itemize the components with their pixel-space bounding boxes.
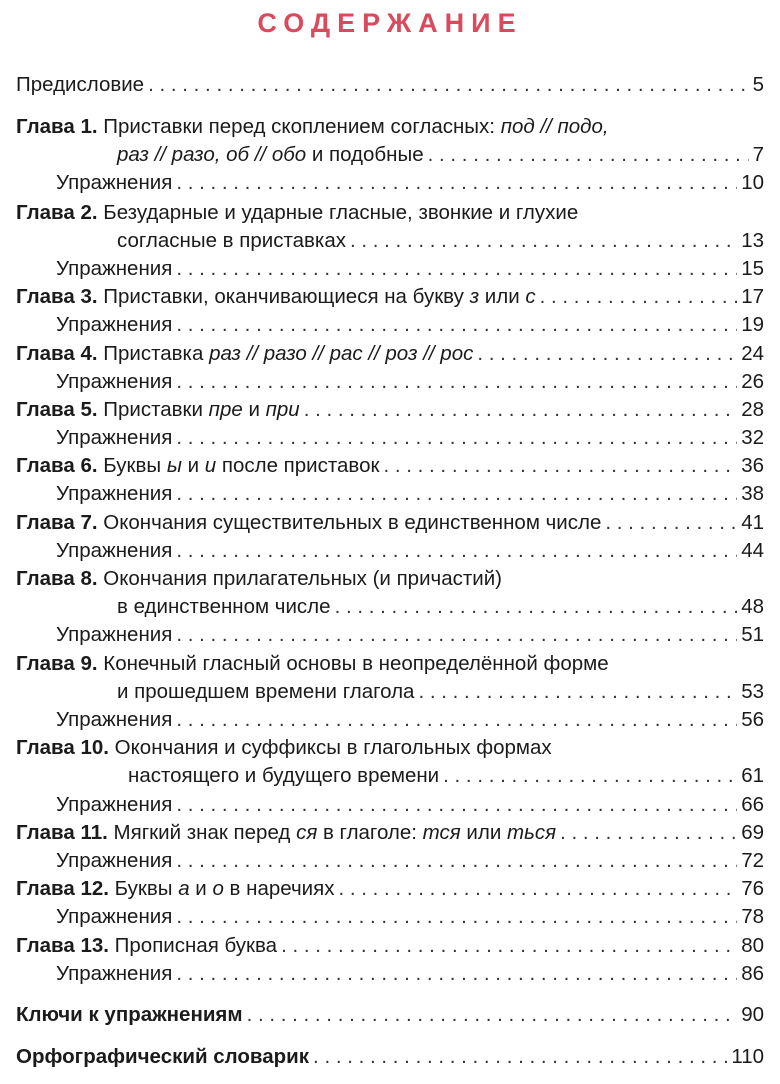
entry-label: Упражнения [56, 482, 173, 505]
toc-entry-chapter-7[interactable] [16, 509, 764, 537]
toc-entry-chapter-9[interactable] [16, 650, 609, 678]
page-number: 69 [741, 821, 764, 844]
page-number: 28 [741, 398, 764, 421]
toc-entry-exercises-6[interactable] [56, 480, 764, 508]
page-number: 36 [741, 454, 764, 477]
chapter-title-italic: а [178, 877, 190, 900]
page-number: 66 [741, 793, 764, 816]
chapter-number: Глава 3. [16, 285, 98, 308]
page-number: 48 [741, 595, 764, 618]
dot-leader [176, 480, 737, 508]
chapter-title: Приставка [103, 342, 210, 365]
chapter-title-italic: и [204, 454, 217, 477]
entry-label: Ключи к упражнениям [16, 1003, 243, 1026]
toc-entry-chapter-9-cont[interactable] [117, 678, 764, 706]
dot-leader [176, 537, 737, 565]
toc-entry-chapter-8[interactable] [16, 565, 502, 593]
entry-label: Упражнения [56, 171, 173, 194]
chapter-title: Мягкий знак перед [113, 821, 297, 844]
toc-entry-keys[interactable] [16, 1001, 764, 1029]
chapter-title: Приставки [103, 398, 209, 421]
entry-label: Орфографический словарик [16, 1045, 310, 1068]
page-number: 53 [741, 680, 764, 703]
page-number: 90 [741, 1003, 764, 1026]
page-number: 13 [741, 229, 764, 252]
page-number: 10 [741, 171, 764, 194]
chapter-number: Глава 8. [16, 567, 98, 590]
page-number: 19 [741, 313, 764, 336]
chapter-title: и [189, 877, 213, 900]
page-number: 86 [741, 962, 764, 985]
chapter-title-italic: ы [166, 454, 182, 477]
toc-entry-chapter-6[interactable] [16, 452, 764, 480]
toc-entry-exercises-3[interactable] [56, 311, 764, 339]
chapter-number: Глава 13. [16, 934, 109, 957]
chapter-title-italic: пре [208, 398, 243, 421]
toc-entry-chapter-1-cont[interactable] [117, 141, 764, 169]
entry-label: Упражнения [56, 257, 173, 280]
dot-leader [304, 396, 737, 424]
toc-entry-exercises-7[interactable] [56, 537, 764, 565]
chapter-title: в единственном числе [117, 595, 331, 618]
toc-entry-chapter-2-cont[interactable] [117, 227, 764, 255]
page-number: 78 [741, 905, 764, 928]
entry-label: Упражнения [56, 539, 173, 562]
page-number: 15 [741, 257, 764, 280]
chapter-number: Глава 10. [16, 736, 109, 759]
dot-leader [176, 368, 737, 396]
toc-entry-chapter-13[interactable] [16, 932, 764, 960]
toc-entry-chapter-2[interactable] [16, 199, 578, 227]
page-number: 76 [741, 877, 764, 900]
page-number: 38 [741, 482, 764, 505]
toc-entry-dictionary[interactable] [16, 1043, 764, 1071]
chapter-title: Окончания и суффиксы в глагольных формах [114, 736, 552, 759]
toc-entry-exercises-9[interactable] [56, 706, 764, 734]
chapter-number: Глава 4. [16, 342, 98, 365]
page-number: 72 [741, 849, 764, 872]
page-number: 61 [741, 764, 764, 787]
chapter-title: Приставки перед скоплением согласных: [103, 115, 501, 138]
chapter-title: или [479, 285, 526, 308]
chapter-title: в глаголе: [317, 821, 423, 844]
chapter-title-italic: ся [296, 821, 318, 844]
entry-label: Упражнения [56, 962, 173, 985]
dot-leader [176, 424, 737, 452]
chapter-title: Окончания существительных в единственном числе [103, 511, 602, 534]
entry-label: Упражнения [56, 793, 173, 816]
dot-leader [383, 452, 737, 480]
toc-entry-exercises-4[interactable] [56, 368, 764, 396]
dot-leader [443, 762, 737, 790]
chapter-title: Прописная буква [114, 934, 278, 957]
toc-entry-chapter-1[interactable] [16, 113, 609, 141]
chapter-title-italic: при [265, 398, 300, 421]
page-number: 5 [752, 73, 764, 96]
entry-label: Упражнения [56, 426, 173, 449]
chapter-number: Глава 5. [16, 398, 98, 421]
toc-entry-exercises-1[interactable] [56, 169, 764, 197]
entry-label: Упражнения [56, 370, 173, 393]
page-number: 56 [741, 708, 764, 731]
dot-leader [338, 875, 737, 903]
chapter-title-italic: тся [422, 821, 461, 844]
toc-entry-chapter-5[interactable] [16, 396, 764, 424]
dot-leader [313, 1043, 727, 1071]
chapter-title: Конечный гласный основы в неопределённой форме [103, 652, 609, 675]
chapter-title: Приставки, оканчивающиеся на букву [103, 285, 470, 308]
entry-label: Упражнения [56, 849, 173, 872]
dot-leader [148, 71, 749, 99]
chapter-title: согласные в приставках [117, 229, 346, 252]
toc-entry-chapter-10-cont[interactable] [128, 762, 764, 790]
chapter-title: Буквы [103, 454, 167, 477]
dot-leader [477, 340, 737, 368]
page-number: 26 [741, 370, 764, 393]
chapter-number: Глава 12. [16, 877, 109, 900]
toc-entry-chapter-3[interactable] [16, 283, 764, 311]
chapter-number: Глава 2. [16, 201, 98, 224]
chapter-title: после приставок [216, 454, 380, 477]
page-number: 32 [741, 426, 764, 449]
toc-entry-exercises-2[interactable] [56, 255, 764, 283]
dot-leader [350, 227, 737, 255]
dot-leader [176, 706, 737, 734]
page-number: 17 [741, 285, 764, 308]
chapter-title: в наречиях [223, 877, 335, 900]
chapter-title: и [242, 398, 266, 421]
chapter-title: Окончания прилагательных (и причастий) [103, 567, 502, 590]
chapter-number: Глава 7. [16, 511, 98, 534]
entry-label: Предисловие [16, 73, 145, 96]
chapter-title: и прошедшем времени глагола [117, 680, 415, 703]
dot-leader [176, 960, 737, 988]
entry-label: Упражнения [56, 708, 173, 731]
toc-entry-exercises-13[interactable] [56, 960, 764, 988]
page-title: СОДЕРЖАНИЕ [257, 8, 523, 38]
dot-leader [176, 311, 737, 339]
toc-entry-chapter-11[interactable] [16, 819, 764, 847]
entry-label: Упражнения [56, 313, 173, 336]
toc-entry-exercises-5[interactable] [56, 424, 764, 452]
page-number: 110 [731, 1045, 764, 1068]
toc-entry-preface[interactable] [16, 71, 764, 99]
dot-leader [605, 509, 737, 537]
toc-entry-exercises-8[interactable] [56, 621, 764, 649]
dot-leader [176, 255, 737, 283]
toc-entry-exercises-11[interactable] [56, 847, 764, 875]
chapter-title: и подобные [306, 143, 424, 166]
toc-entry-exercises-12[interactable] [56, 903, 764, 931]
toc-entry-chapter-8-cont[interactable] [117, 593, 764, 621]
dot-leader [176, 169, 737, 197]
chapter-title: Безударные и ударные гласные, звонкие и глухие [103, 201, 579, 224]
dot-leader [176, 621, 737, 649]
chapter-title-italic: под // подо, [500, 115, 609, 138]
dot-leader [560, 819, 737, 847]
dot-leader [176, 791, 737, 819]
dot-leader [176, 903, 737, 931]
chapter-title: Буквы [114, 877, 179, 900]
chapter-title-italic: з [469, 285, 480, 308]
entry-label: Упражнения [56, 905, 173, 928]
chapter-number: Глава 1. [16, 115, 98, 138]
chapter-title: настоящего и будущего времени [128, 764, 440, 787]
chapter-title: или [460, 821, 507, 844]
chapter-number: Глава 6. [16, 454, 98, 477]
chapter-title-italic: раз // разо, об // обо [117, 143, 307, 166]
page-number: 41 [741, 511, 764, 534]
chapter-title: и [181, 454, 205, 477]
dot-leader [176, 847, 737, 875]
chapter-title-italic: раз // разо // рас // роз // рос [209, 342, 474, 365]
dot-leader [540, 283, 738, 311]
toc-entry-chapter-10[interactable] [16, 734, 552, 762]
dot-leader [335, 593, 738, 621]
dot-leader [418, 678, 737, 706]
toc-entry-chapter-4[interactable] [16, 340, 764, 368]
dot-leader [428, 141, 749, 169]
chapter-title-italic: с [525, 285, 536, 308]
page-number: 80 [741, 934, 764, 957]
page-number: 24 [741, 342, 764, 365]
page-number: 44 [741, 539, 764, 562]
entry-label: Упражнения [56, 623, 173, 646]
chapter-number: Глава 9. [16, 652, 98, 675]
toc-entry-exercises-10[interactable] [56, 791, 764, 819]
page-number: 7 [752, 143, 764, 166]
page-number: 51 [741, 623, 764, 646]
chapter-number: Глава 11. [16, 821, 108, 844]
dot-leader [281, 932, 737, 960]
chapter-title-italic: ться [507, 821, 557, 844]
dot-leader [247, 1001, 738, 1029]
chapter-title-italic: о [212, 877, 224, 900]
toc-entry-chapter-12[interactable] [16, 875, 764, 903]
